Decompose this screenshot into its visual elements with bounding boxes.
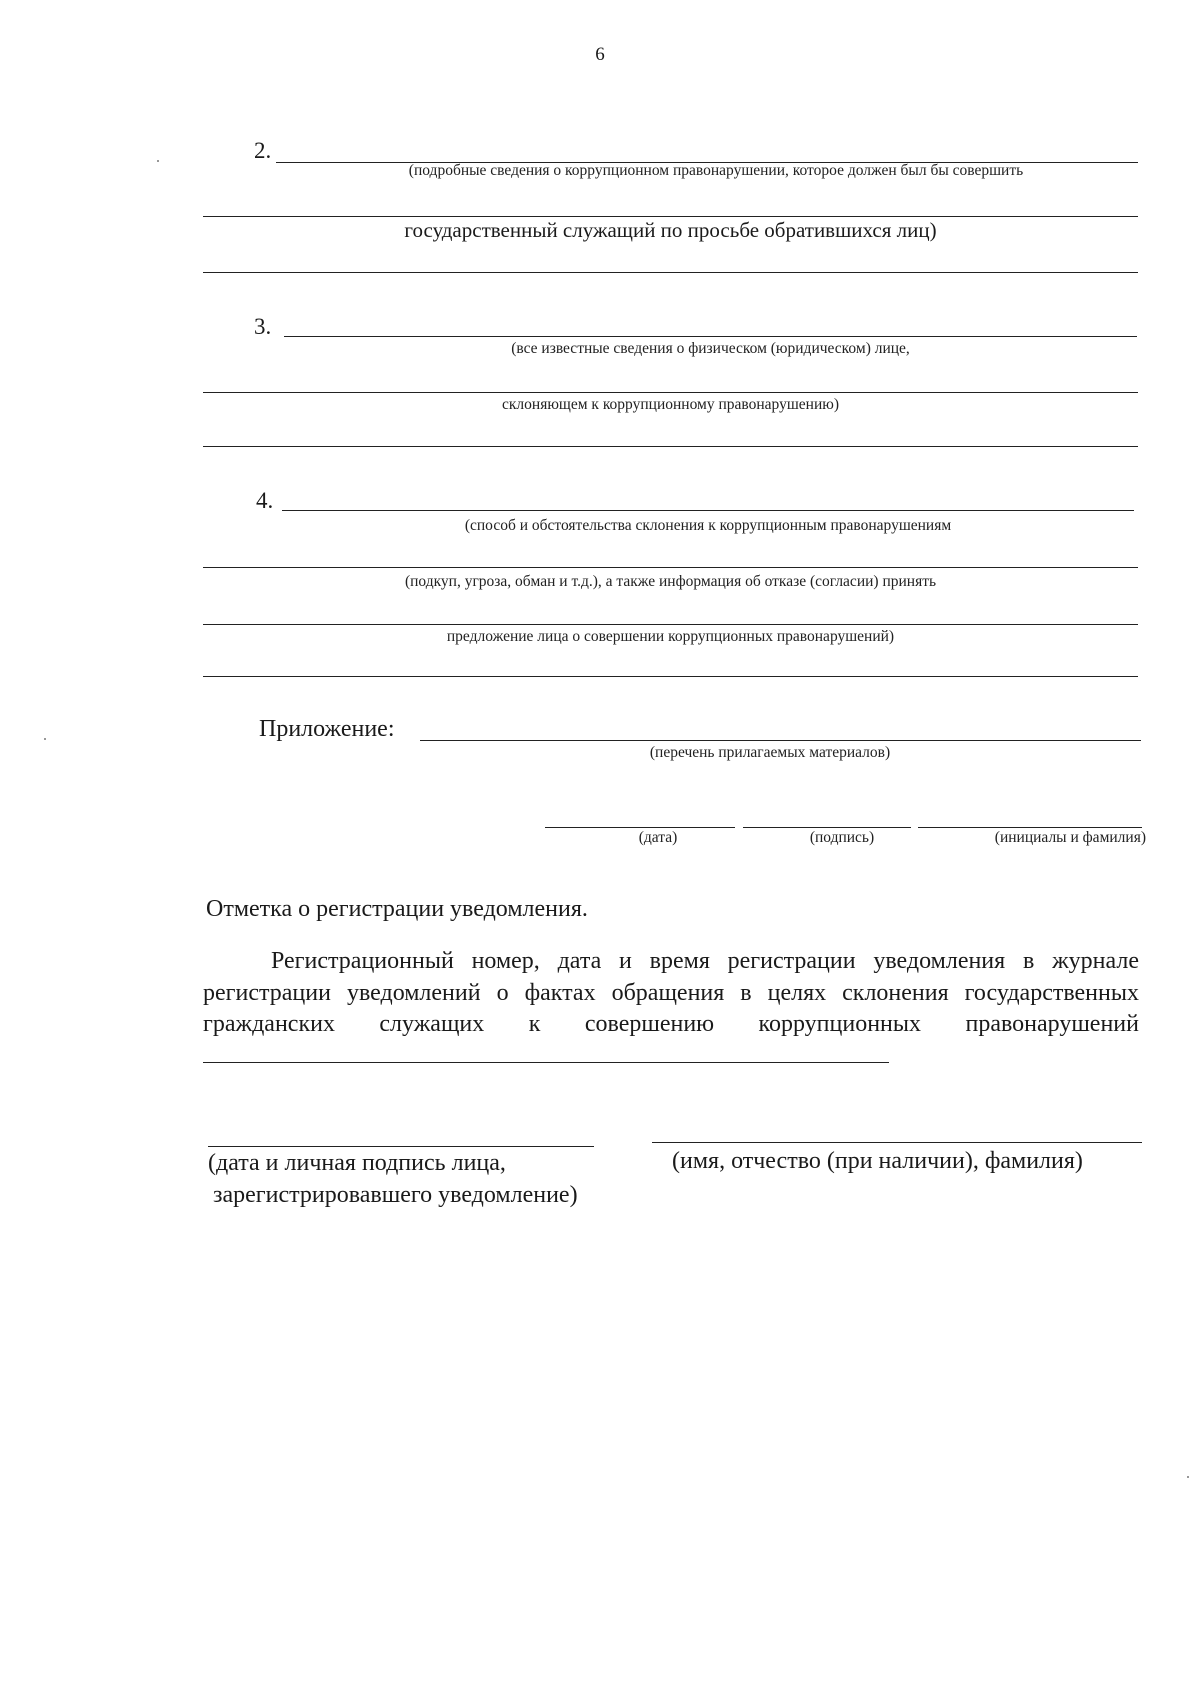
registration-paragraph-text: Регистрационный номер, дата и время регистрации уведомления в журнале регистрации уведомлений о фактах обращения в целях склонения государственных гражданских служащих к совершению коррупционных правонарушений	[203, 948, 1139, 1037]
attachment-caption: (перечень прилагаемых материалов)	[649, 744, 891, 761]
item-4-caption-2: (подкуп, угроза, обман и т.д.), а также информация об отказе (согласии) принять	[404, 573, 937, 590]
item-3-caption-1: (все известные сведения о физическом (юридическом) лице,	[511, 340, 910, 357]
item-2-caption-1: (подробные сведения о коррупционном правонарушении, которое должен был бы совершить	[408, 162, 1024, 179]
scan-speck	[1187, 1476, 1189, 1478]
attachment-fill-line[interactable]	[420, 740, 1141, 741]
signature-caption: (подпись)	[809, 829, 875, 846]
registrar-name-line[interactable]	[652, 1142, 1142, 1143]
registrar-name-caption: (имя, отчество (при наличии), фамилия)	[672, 1148, 1083, 1174]
page-number: 6	[595, 44, 605, 65]
scan-speck	[157, 160, 159, 162]
registrar-caption-line-2: зарегистрировавшего уведомление)	[213, 1182, 578, 1208]
item-3-fill-line-1[interactable]	[284, 336, 1137, 337]
date-caption: (дата)	[638, 829, 678, 846]
item-3-fill-line-2[interactable]	[203, 392, 1138, 393]
name-line[interactable]	[918, 827, 1142, 828]
item-3-fill-line-3[interactable]	[203, 446, 1138, 447]
item-2-number: 2.	[254, 138, 272, 163]
item-4-caption-1: (способ и обстоятельства склонения к коррупционным правонарушениям	[464, 517, 952, 534]
scan-speck	[44, 738, 46, 740]
item-4-number: 4.	[256, 488, 274, 513]
registrar-signature-line[interactable]	[208, 1146, 594, 1147]
item-3-caption-2: склоняющем к коррупционному правонарушению)	[502, 396, 839, 413]
registrar-caption-line-1: (дата и личная подпись лица,	[208, 1150, 506, 1176]
item-4-fill-line-2[interactable]	[203, 567, 1138, 568]
item-2-fill-line-3[interactable]	[203, 272, 1138, 273]
item-4-caption-3: предложение лица о совершении коррупционных правонарушений)	[446, 628, 895, 645]
registration-number-fill-line[interactable]	[203, 1043, 889, 1063]
registration-paragraph	[203, 946, 1139, 1072]
date-line[interactable]	[545, 827, 735, 828]
signature-line[interactable]	[743, 827, 911, 828]
item-4-fill-line-3[interactable]	[203, 624, 1138, 625]
name-caption: (инициалы и фамилия)	[994, 829, 1146, 846]
registration-heading: Отметка о регистрации уведомления.	[206, 896, 588, 922]
item-2-caption-2: государственный служащий по просьбе обратившихся лиц)	[404, 218, 937, 242]
item-2-fill-line-2[interactable]	[203, 216, 1138, 217]
item-3-number: 3.	[254, 314, 272, 339]
item-4-fill-line-1[interactable]	[282, 510, 1134, 511]
attachment-label: Приложение:	[259, 716, 395, 742]
item-4-fill-line-4[interactable]	[203, 676, 1138, 677]
